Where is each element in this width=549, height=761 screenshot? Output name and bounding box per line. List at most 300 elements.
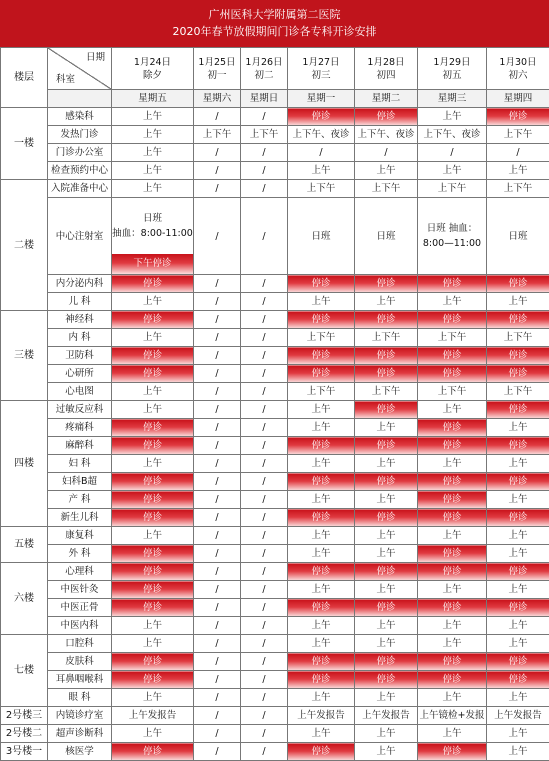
schedule-cell: / bbox=[241, 311, 288, 329]
schedule-cell: / bbox=[241, 617, 288, 635]
closed-cell: 停诊 bbox=[288, 473, 355, 491]
closed-cell: 停诊 bbox=[487, 473, 549, 491]
table-row bbox=[1, 635, 549, 653]
day-festival-name: 初三 bbox=[288, 69, 354, 82]
schedule-cell: / bbox=[241, 419, 288, 437]
schedule-cell: 上午 bbox=[418, 617, 487, 635]
closed-cell: 停诊 bbox=[487, 347, 549, 365]
schedule-cell: / bbox=[194, 527, 241, 545]
schedule-cell: 上下午 bbox=[487, 383, 549, 401]
schedule-cell: 上午 bbox=[112, 180, 194, 198]
closed-cell: 停诊 bbox=[418, 509, 487, 527]
day-date: 1月25日 bbox=[194, 56, 240, 69]
table-row bbox=[1, 725, 549, 743]
schedule-cell: / bbox=[194, 180, 241, 198]
table-row bbox=[1, 689, 549, 707]
schedule-cell: / bbox=[241, 491, 288, 509]
schedule-cell: / bbox=[194, 617, 241, 635]
table-row bbox=[1, 365, 549, 383]
table-row bbox=[1, 419, 549, 437]
schedule-cell: 上午 bbox=[418, 725, 487, 743]
closed-cell: 停诊 bbox=[112, 365, 194, 383]
floor-cell: 三楼 bbox=[1, 311, 48, 401]
closed-cell: 停诊 bbox=[112, 545, 194, 563]
closed-cell: 停诊 bbox=[112, 473, 194, 491]
weekday-row bbox=[1, 90, 549, 108]
day-header bbox=[288, 48, 355, 90]
day-header bbox=[487, 48, 549, 90]
schedule-cell bbox=[112, 198, 194, 275]
title-banner bbox=[0, 0, 549, 47]
day-header bbox=[112, 48, 194, 90]
department-cell: 口腔科 bbox=[48, 635, 112, 653]
schedule-cell: 上午发报告 bbox=[288, 707, 355, 725]
closed-cell: 停诊 bbox=[487, 311, 549, 329]
closed-cell: 停诊 bbox=[355, 311, 418, 329]
schedule-cell: 上午发报告 bbox=[487, 707, 549, 725]
schedule-cell: 上午 bbox=[288, 491, 355, 509]
day-festival-name: 初六 bbox=[487, 69, 549, 82]
department-cell: 检查预约中心 bbox=[48, 162, 112, 180]
schedule-cell: / bbox=[194, 545, 241, 563]
closed-cell: 停诊 bbox=[112, 653, 194, 671]
table-row bbox=[1, 743, 549, 761]
schedule-cell: 上午 bbox=[487, 743, 549, 761]
schedule-cell: 日班 抽血：8:00—11:00 bbox=[418, 198, 487, 275]
schedule-cell: 上下午 bbox=[487, 180, 549, 198]
department-cell: 感染科 bbox=[48, 108, 112, 126]
schedule-cell: 上午 bbox=[355, 545, 418, 563]
day-festival-name: 初五 bbox=[418, 69, 486, 82]
schedule-cell: / bbox=[194, 635, 241, 653]
schedule-cell: 上午 bbox=[355, 527, 418, 545]
table-row bbox=[1, 275, 549, 293]
schedule-cell: / bbox=[194, 311, 241, 329]
weekday-cell: 星期五 bbox=[112, 90, 194, 108]
table-row bbox=[1, 509, 549, 527]
closed-cell: 停诊 bbox=[418, 275, 487, 293]
closed-cell: 停诊 bbox=[288, 599, 355, 617]
department-cell: 外 科 bbox=[48, 545, 112, 563]
department-cell: 心电图 bbox=[48, 383, 112, 401]
closed-cell: 停诊 bbox=[112, 275, 194, 293]
day-date: 1月26日 bbox=[241, 56, 287, 69]
schedule-cell: 日班 bbox=[288, 198, 355, 275]
schedule-cell: 上下午 bbox=[418, 383, 487, 401]
department-cell: 新生儿科 bbox=[48, 509, 112, 527]
closed-cell: 停诊 bbox=[355, 509, 418, 527]
closed-cell: 停诊 bbox=[288, 671, 355, 689]
closed-cell: 停诊 bbox=[487, 108, 549, 126]
table-row bbox=[1, 707, 549, 725]
schedule-cell: 上下午 bbox=[418, 180, 487, 198]
schedule-cell: 上下午 bbox=[487, 126, 549, 144]
schedule-cell: 上午 bbox=[112, 108, 194, 126]
closed-cell: 停诊 bbox=[355, 653, 418, 671]
schedule-cell: 上下午、夜诊 bbox=[288, 126, 355, 144]
schedule-cell: / bbox=[194, 401, 241, 419]
schedule-cell: 上午发报告 bbox=[355, 707, 418, 725]
department-cell: 内分泌内科 bbox=[48, 275, 112, 293]
table-row bbox=[1, 599, 549, 617]
schedule-cell: / bbox=[241, 653, 288, 671]
schedule-cell: / bbox=[241, 509, 288, 527]
closed-cell: 停诊 bbox=[288, 275, 355, 293]
schedule-cell: / bbox=[241, 108, 288, 126]
department-cell: 门诊办公室 bbox=[48, 144, 112, 162]
floor-cell: 2号楼二 bbox=[1, 725, 48, 743]
closed-cell: 停诊 bbox=[418, 491, 487, 509]
schedule-cell: 上下午、夜诊 bbox=[355, 126, 418, 144]
schedule-cell: / bbox=[194, 347, 241, 365]
closed-cell: 停诊 bbox=[288, 365, 355, 383]
table-row bbox=[1, 198, 549, 275]
table-row bbox=[1, 581, 549, 599]
schedule-cell: / bbox=[194, 162, 241, 180]
department-cell: 入院准备中心 bbox=[48, 180, 112, 198]
table-row bbox=[1, 527, 549, 545]
department-cell: 产 科 bbox=[48, 491, 112, 509]
schedule-cell: / bbox=[241, 180, 288, 198]
schedule-cell: 上午 bbox=[288, 635, 355, 653]
table-row bbox=[1, 653, 549, 671]
department-cell: 康复科 bbox=[48, 527, 112, 545]
weekday-cell: 星期二 bbox=[355, 90, 418, 108]
department-cell: 神经科 bbox=[48, 311, 112, 329]
closed-cell: 停诊 bbox=[355, 275, 418, 293]
department-cell: 内镜诊疗室 bbox=[48, 707, 112, 725]
schedule-cell: / bbox=[241, 293, 288, 311]
department-cell: 中医正骨 bbox=[48, 599, 112, 617]
schedule-cell: / bbox=[194, 563, 241, 581]
department-cell: 心研所 bbox=[48, 365, 112, 383]
closed-cell: 停诊 bbox=[487, 671, 549, 689]
schedule-cell: 上午 bbox=[487, 635, 549, 653]
schedule-cell: 上午 bbox=[355, 743, 418, 761]
schedule-cell: 上午 bbox=[288, 455, 355, 473]
schedule-cell: / bbox=[241, 401, 288, 419]
schedule-cell: / bbox=[241, 527, 288, 545]
schedule-cell: 上午 bbox=[487, 293, 549, 311]
schedule-cell: 上午 bbox=[112, 126, 194, 144]
text-line: 抽血：8:00-11:00 bbox=[112, 226, 193, 241]
department-cell: 疼痛科 bbox=[48, 419, 112, 437]
closed-cell: 停诊 bbox=[487, 563, 549, 581]
floor-cell: 二楼 bbox=[1, 180, 48, 311]
closed-cell: 停诊 bbox=[487, 401, 549, 419]
schedule-cell: / bbox=[194, 144, 241, 162]
closed-cell: 停诊 bbox=[487, 275, 549, 293]
schedule-cell: 上午 bbox=[288, 545, 355, 563]
dept-label: 科室 bbox=[56, 73, 75, 86]
schedule-cell: 上下午 bbox=[355, 383, 418, 401]
schedule-cell: 日班 bbox=[355, 198, 418, 275]
schedule-cell: / bbox=[241, 707, 288, 725]
day-date: 1月24日 bbox=[112, 56, 193, 69]
closed-cell: 停诊 bbox=[112, 311, 194, 329]
schedule-cell: 上午 bbox=[487, 162, 549, 180]
weekday-cell: 星期三 bbox=[418, 90, 487, 108]
schedule-cell: 上午 bbox=[355, 689, 418, 707]
closed-cell: 停诊 bbox=[288, 509, 355, 527]
schedule-cell: / bbox=[194, 419, 241, 437]
table-row bbox=[1, 473, 549, 491]
schedule-cell: / bbox=[241, 455, 288, 473]
schedule-cell: 上午 bbox=[355, 617, 418, 635]
day-header bbox=[194, 48, 241, 90]
day-date: 1月30日 bbox=[487, 56, 549, 69]
table-row bbox=[1, 491, 549, 509]
schedule-cell: 上下午 bbox=[487, 329, 549, 347]
schedule-title: 2020年春节放假期间门诊各专科开诊安排 bbox=[0, 23, 549, 40]
schedule-cell: 上午 bbox=[355, 635, 418, 653]
day-date: 1月27日 bbox=[288, 56, 354, 69]
schedule-cell: 上午 bbox=[112, 689, 194, 707]
schedule-cell: / bbox=[194, 198, 241, 275]
table-row bbox=[1, 437, 549, 455]
table-row bbox=[1, 455, 549, 473]
schedule-cell: / bbox=[241, 275, 288, 293]
schedule-cell: / bbox=[194, 725, 241, 743]
closed-cell: 停诊 bbox=[355, 347, 418, 365]
schedule-cell: 上下午 bbox=[194, 126, 241, 144]
schedule-cell: 上午发报告 bbox=[112, 707, 194, 725]
schedule-cell: / bbox=[194, 329, 241, 347]
schedule-cell: / bbox=[194, 671, 241, 689]
schedule-cell: / bbox=[241, 329, 288, 347]
split-top bbox=[112, 198, 193, 254]
schedule-cell: 上午 bbox=[418, 108, 487, 126]
department-cell: 麻醉科 bbox=[48, 437, 112, 455]
header-row bbox=[1, 48, 549, 90]
table-row bbox=[1, 329, 549, 347]
schedule-cell: 上午 bbox=[112, 725, 194, 743]
table-row bbox=[1, 144, 549, 162]
closed-cell: 停诊 bbox=[418, 347, 487, 365]
schedule-cell: / bbox=[241, 725, 288, 743]
schedule-cell: / bbox=[194, 108, 241, 126]
department-cell: 妇 科 bbox=[48, 455, 112, 473]
department-cell: 发热门诊 bbox=[48, 126, 112, 144]
day-festival-name: 初一 bbox=[194, 69, 240, 82]
schedule-cell: / bbox=[487, 144, 549, 162]
department-cell: 核医学 bbox=[48, 743, 112, 761]
closed-cell: 停诊 bbox=[288, 437, 355, 455]
schedule-cell: 上午 bbox=[112, 162, 194, 180]
department-cell: 皮肤科 bbox=[48, 653, 112, 671]
schedule-cell: 上午 bbox=[418, 581, 487, 599]
department-cell: 中心注射室 bbox=[48, 198, 112, 275]
schedule-cell: 上下午、夜诊 bbox=[418, 126, 487, 144]
schedule-cell: 上午 bbox=[487, 581, 549, 599]
closed-cell: 停诊 bbox=[355, 599, 418, 617]
table-row bbox=[1, 563, 549, 581]
schedule-cell: / bbox=[241, 347, 288, 365]
schedule-cell: 上午 bbox=[112, 455, 194, 473]
closed-cell: 停诊 bbox=[288, 347, 355, 365]
table-row bbox=[1, 671, 549, 689]
schedule-cell: / bbox=[194, 383, 241, 401]
schedule-cell: 上午 bbox=[112, 635, 194, 653]
schedule-cell: / bbox=[194, 743, 241, 761]
closed-cell: 停诊 bbox=[418, 653, 487, 671]
day-festival-name: 初四 bbox=[355, 69, 417, 82]
schedule-cell: 上午 bbox=[487, 545, 549, 563]
schedule-cell: / bbox=[194, 509, 241, 527]
closed-cell: 停诊 bbox=[355, 401, 418, 419]
department-cell: 心理科 bbox=[48, 563, 112, 581]
schedule-cell: 上午 bbox=[418, 527, 487, 545]
table-row bbox=[1, 347, 549, 365]
schedule-cell: / bbox=[241, 144, 288, 162]
schedule-cell: / bbox=[194, 437, 241, 455]
schedule-cell: 上午 bbox=[355, 491, 418, 509]
closed-cell: 停诊 bbox=[112, 491, 194, 509]
schedule-cell: / bbox=[241, 437, 288, 455]
schedule-cell: / bbox=[194, 275, 241, 293]
schedule-cell: / bbox=[418, 144, 487, 162]
schedule-cell: / bbox=[241, 365, 288, 383]
schedule-cell: 上午镜检+发报 bbox=[418, 707, 487, 725]
table-row bbox=[1, 126, 549, 144]
schedule-cell: 上午 bbox=[355, 725, 418, 743]
schedule-cell: / bbox=[194, 689, 241, 707]
schedule-cell: / bbox=[241, 563, 288, 581]
schedule-cell: 上午 bbox=[288, 419, 355, 437]
schedule-cell: 上下午 bbox=[241, 126, 288, 144]
schedule-cell: 上午 bbox=[288, 725, 355, 743]
schedule-cell: / bbox=[241, 689, 288, 707]
schedule-cell: / bbox=[355, 144, 418, 162]
closed-cell: 停诊 bbox=[418, 437, 487, 455]
closed-cell: 停诊 bbox=[112, 599, 194, 617]
closed-cell: 停诊 bbox=[355, 365, 418, 383]
department-cell: 卫防科 bbox=[48, 347, 112, 365]
schedule-cell: / bbox=[241, 383, 288, 401]
schedule-cell: 上午 bbox=[418, 401, 487, 419]
table-row bbox=[1, 180, 549, 198]
closed-cell: 停诊 bbox=[288, 311, 355, 329]
floor-header: 楼层 bbox=[1, 48, 48, 108]
schedule-cell: 上午 bbox=[112, 401, 194, 419]
closed-cell: 停诊 bbox=[355, 108, 418, 126]
schedule-cell: / bbox=[194, 581, 241, 599]
schedule-cell: 上下午 bbox=[355, 180, 418, 198]
floor-cell: 四楼 bbox=[1, 401, 48, 527]
schedule-cell: / bbox=[241, 635, 288, 653]
table-row bbox=[1, 311, 549, 329]
schedule-cell: 上午 bbox=[112, 329, 194, 347]
closed-cell: 停诊 bbox=[112, 563, 194, 581]
floor-cell: 七楼 bbox=[1, 635, 48, 707]
weekday-cell: 星期日 bbox=[241, 90, 288, 108]
closed-cell: 停诊 bbox=[418, 311, 487, 329]
weekday-cell: 星期四 bbox=[487, 90, 549, 108]
text-line: 日班 bbox=[112, 211, 193, 226]
schedule-cell: 上午 bbox=[112, 144, 194, 162]
schedule-cell: / bbox=[241, 599, 288, 617]
schedule-body bbox=[1, 48, 549, 761]
schedule-cell: / bbox=[241, 671, 288, 689]
schedule-cell: 上午 bbox=[418, 635, 487, 653]
date-label: 日期 bbox=[86, 51, 105, 64]
schedule-cell: 上午 bbox=[487, 689, 549, 707]
schedule-cell: 上午 bbox=[418, 293, 487, 311]
schedule-cell: 上午 bbox=[418, 162, 487, 180]
table-row bbox=[1, 545, 549, 563]
closed-cell: 停诊 bbox=[288, 743, 355, 761]
schedule-cell: 上午 bbox=[487, 725, 549, 743]
closed-cell: 停诊 bbox=[487, 365, 549, 383]
closed-cell: 停诊 bbox=[487, 437, 549, 455]
schedule-cell: / bbox=[194, 707, 241, 725]
closed-cell: 停诊 bbox=[288, 653, 355, 671]
schedule-cell: 上午 bbox=[288, 617, 355, 635]
department-cell: 儿 科 bbox=[48, 293, 112, 311]
closed-cell: 停诊 bbox=[112, 743, 194, 761]
schedule-cell: 上午 bbox=[112, 617, 194, 635]
closed-cell: 停诊 bbox=[112, 347, 194, 365]
schedule-cell: 上午 bbox=[288, 162, 355, 180]
schedule-cell: 上午 bbox=[355, 162, 418, 180]
schedule-cell: 上午 bbox=[112, 293, 194, 311]
day-header bbox=[355, 48, 418, 90]
hospital-name: 广州医科大学附属第二医院 bbox=[0, 6, 549, 23]
schedule-cell: / bbox=[194, 473, 241, 491]
floor-cell: 2号楼三 bbox=[1, 707, 48, 725]
closed-cell: 停诊 bbox=[418, 743, 487, 761]
split-bottom: 下午停诊 bbox=[112, 254, 193, 274]
schedule-cell: / bbox=[288, 144, 355, 162]
schedule-cell: / bbox=[194, 293, 241, 311]
schedule-cell: 上午 bbox=[112, 383, 194, 401]
date-dept-header bbox=[48, 48, 112, 90]
schedule-cell: 上下午 bbox=[355, 329, 418, 347]
weekday-cell: 星期一 bbox=[288, 90, 355, 108]
closed-cell: 停诊 bbox=[112, 581, 194, 599]
schedule-cell: 上午 bbox=[418, 455, 487, 473]
schedule-cell: 上午 bbox=[487, 617, 549, 635]
closed-cell: 停诊 bbox=[355, 563, 418, 581]
closed-cell: 停诊 bbox=[355, 437, 418, 455]
schedule-cell: / bbox=[194, 455, 241, 473]
day-header bbox=[241, 48, 288, 90]
closed-cell: 停诊 bbox=[418, 545, 487, 563]
closed-cell: 停诊 bbox=[487, 599, 549, 617]
table-row bbox=[1, 108, 549, 126]
schedule-cell: 上午 bbox=[355, 455, 418, 473]
schedule-cell: 上午 bbox=[487, 419, 549, 437]
weekday-cell: 星期六 bbox=[194, 90, 241, 108]
schedule-table bbox=[0, 47, 549, 761]
day-festival-name: 除夕 bbox=[112, 69, 193, 82]
diagonal-header bbox=[48, 48, 111, 89]
schedule-cell: 上午 bbox=[418, 689, 487, 707]
closed-cell: 停诊 bbox=[418, 599, 487, 617]
floor-cell: 六楼 bbox=[1, 563, 48, 635]
schedule-cell: 上午 bbox=[112, 527, 194, 545]
closed-cell: 停诊 bbox=[355, 671, 418, 689]
closed-cell: 停诊 bbox=[487, 653, 549, 671]
schedule-cell: / bbox=[194, 653, 241, 671]
department-cell: 内 科 bbox=[48, 329, 112, 347]
schedule-cell: 上午 bbox=[487, 491, 549, 509]
schedule-cell: 上午 bbox=[288, 401, 355, 419]
closed-cell: 停诊 bbox=[112, 437, 194, 455]
schedule-cell: 上午 bbox=[288, 581, 355, 599]
schedule-cell: / bbox=[241, 545, 288, 563]
department-cell: 眼 科 bbox=[48, 689, 112, 707]
